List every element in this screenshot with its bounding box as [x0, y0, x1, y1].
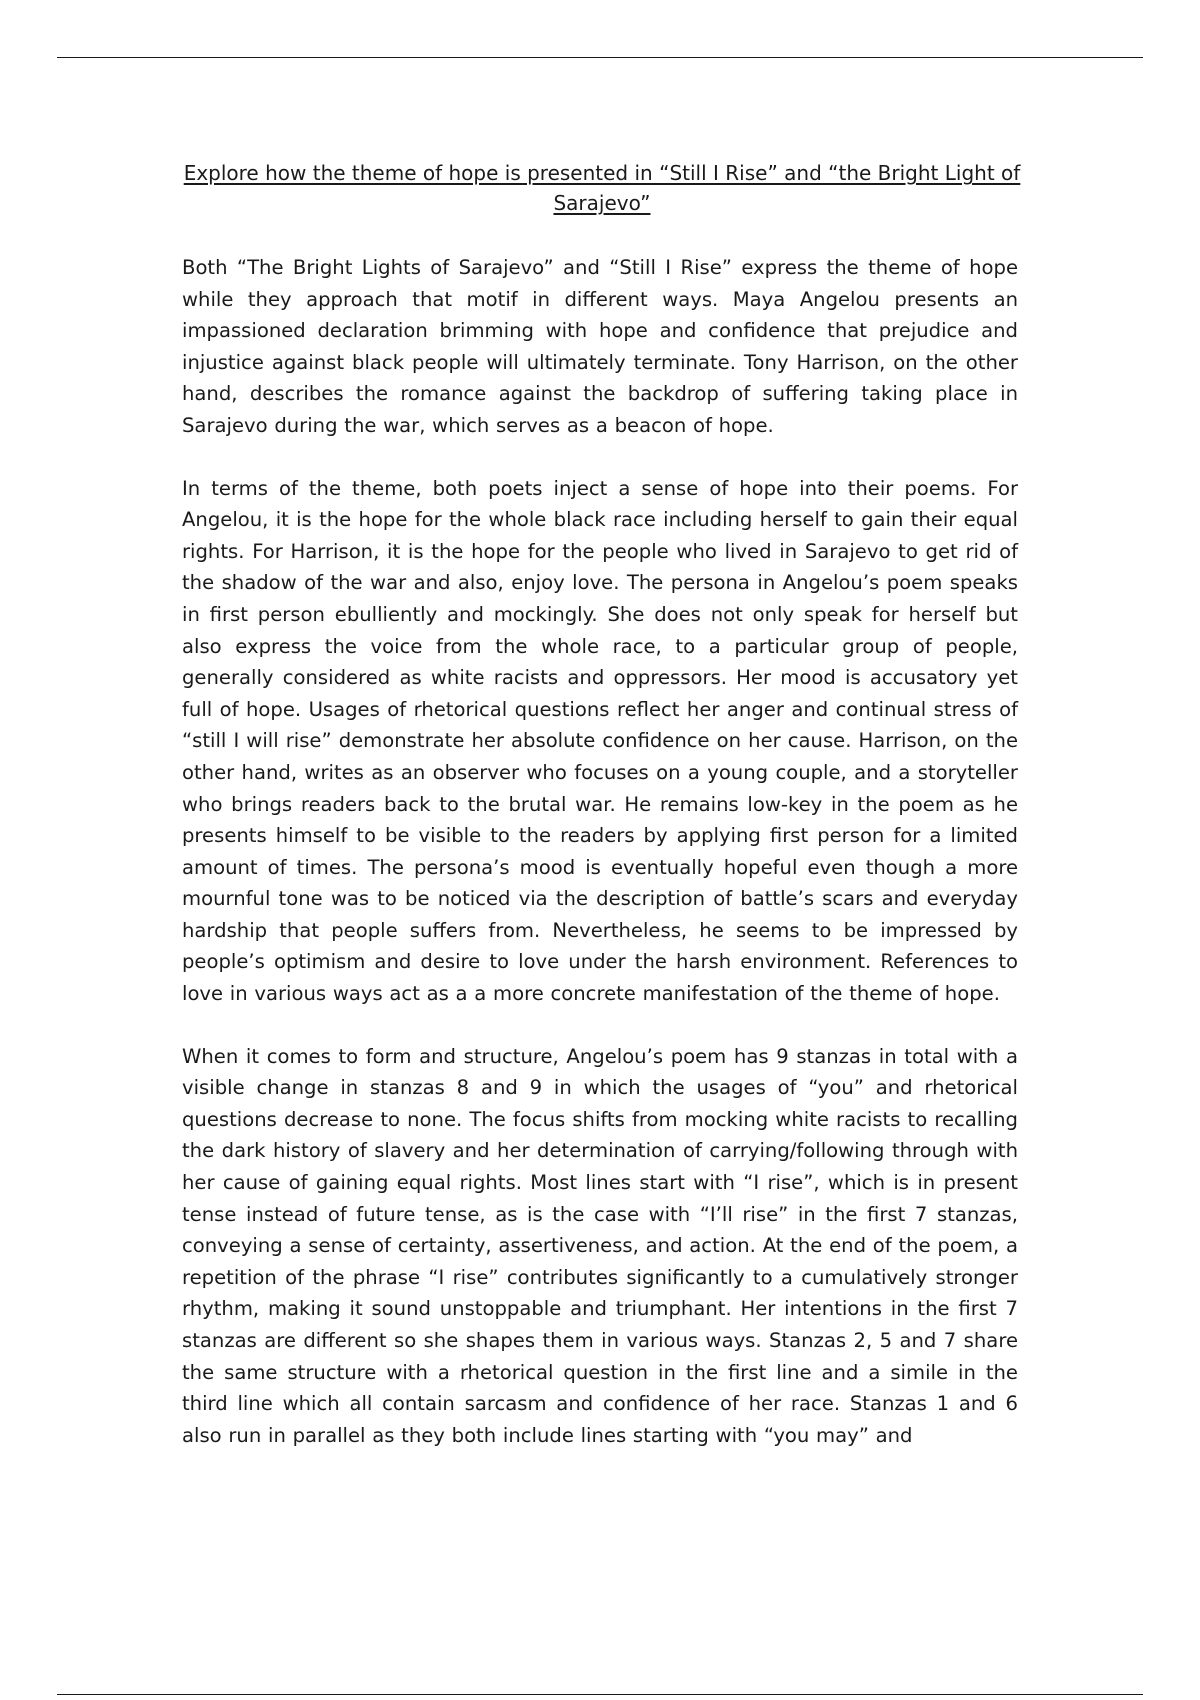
- paragraph-form-structure: When it comes to form and structure, Angelou’s poem has 9 stanzas in total with a visible change in stanzas 8 and 9 in which the usages of “you” and rhetorical questions decrease to none. The focus shifts from mocking white racists to recalling the dark history of slavery and her determination of carrying/following through with her cause of gaining equal rights. Most lines start with “I rise”, which is in present tense instead of future tense, as is the case with “I’ll rise” in the first 7 stanzas, conveying a sense of certainty, assertiveness, and action. At the end of the poem, a repetition of the phrase “I rise” contributes significantly to a cumulatively stronger rhythm, making it sound unstoppable and triumphant. Her intentions in the first 7 stanzas are different so she shapes them in various ways. Stanzas 2, 5 and 7 share the same structure with a rhetorical question in the first line and a simile in the third line which all contain sarcasm and confidence of her race. Stanzas 1 and 6 also run in parallel as they both include lines starting with “you may” and: [182, 1044, 1018, 1447]
- essay-title: Explore how the theme of hope is presented in “Still I Rise” and “the Bright Light of Sarajevo”: [183, 161, 1021, 215]
- header-rule: [57, 57, 1143, 58]
- footer-rule: [57, 1694, 1143, 1695]
- paragraph-intro: Both “The Bright Lights of Sarajevo” and “Still I Rise” express the theme of hope while they approach that motif in different ways. Maya Angelou presents an impassioned declaration brimming with hope and confidence that prejudice and injustice against black people will ultimately terminate. Tony Harrison, on the other hand, describes the romance against the backdrop of suffering taking place in Sarajevo during the war, which serves as a beacon of hope.: [182, 256, 1018, 437]
- essay-body: [182, 252, 1018, 1482]
- paragraph-theme: In terms of the theme, both poets inject a sense of hope into their poems. For Angelou, it is the hope for the whole black race including herself to gain their equal rights. For Harrison, it is the hope for the people who lived in Sarajevo to get rid of the shadow of the war and also, enjoy love. The persona in Angelou’s poem speaks in first person ebulliently and mockingly. She does not only speak for herself but also express the voice from the whole race, to a particular group of people, generally considered as white racists and oppressors. Her mood is accusatory yet full of hope. Usages of rhetorical questions reflect her anger and continual stress of “still I will rise” demonstrate her absolute confidence on her cause. Harrison, on the other hand, writes as an observer who focuses on a young couple, and a storyteller who brings readers back to the brutal war. He remains low-key in the poem as he presents himself to be visible to the readers by applying first person for a limited amount of times. The persona’s mood is eventually hopeful even though a more mournful tone was to be noticed via the description of battle’s scars and everyday hardship that people suffers from. Nevertheless, he seems to be impressed by people’s optimism and desire to love under the harsh environment. References to love in various ways act as a a more concrete manifestation of the theme of hope.: [182, 476, 1018, 1006]
